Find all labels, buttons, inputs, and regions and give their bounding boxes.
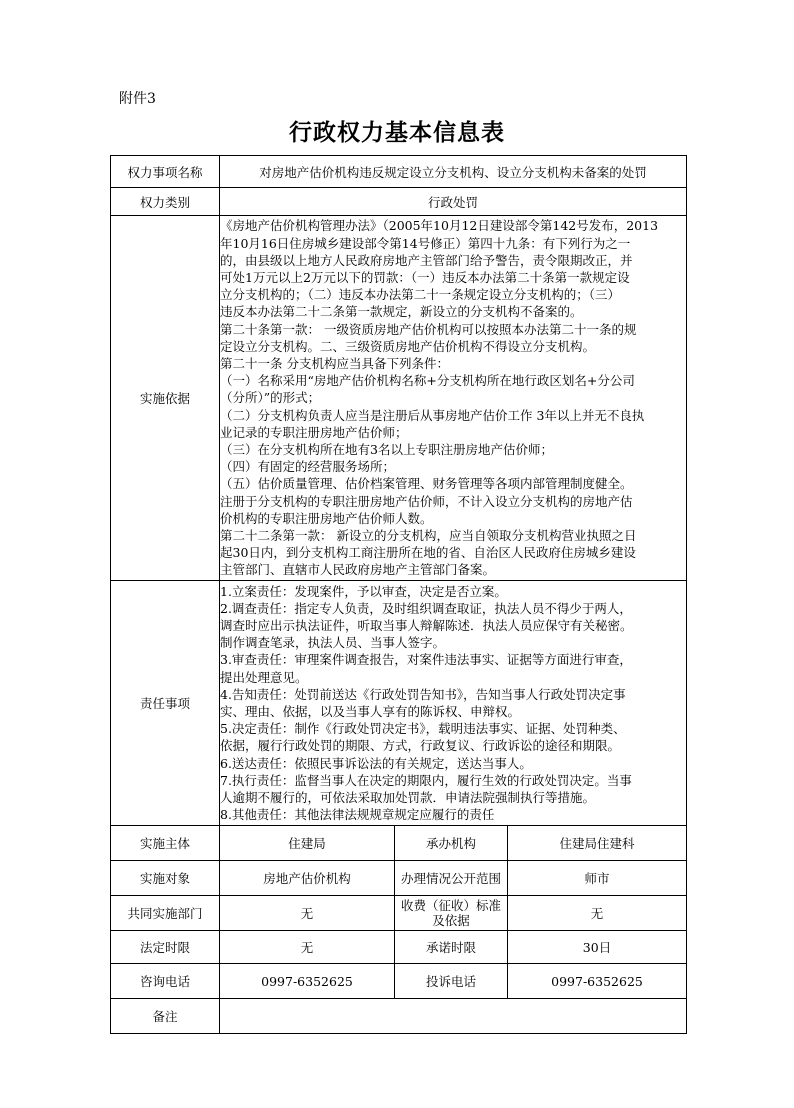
value-power-type: 行政处罚 <box>220 188 687 216</box>
responsibility-line: 6.送达责任：依照民事诉讼法的有关规定，送达当事人。 <box>220 755 532 771</box>
value-handling-agency: 住建局住建科 <box>508 826 687 861</box>
label-fee-standard <box>395 896 508 931</box>
basis-line: （分所）”的形式； <box>220 390 321 406</box>
value-joint-dept: 无 <box>220 896 395 931</box>
label-joint-dept: 共同实施部门 <box>111 896 220 931</box>
row-time-limit <box>111 931 687 964</box>
basis-line: （一）名称采用“房地产估价机构名称+分支机构所在地行政区划名+分公司 <box>220 373 635 389</box>
basis-line: （五）估价质量管理、估价档案管理、财务管理等各项内部管理制度健全。 <box>220 476 633 492</box>
basis-line: 违反本办法第二十二条第一款规定，新设立的分支机构不备案的。 <box>220 304 583 320</box>
basis-line: （四）有固定的经营服务场所； <box>220 459 396 475</box>
responsibility-line: 3.审查责任：审理案件调查报告，对案件违法事实、证据等方面进行审查， <box>220 652 632 668</box>
label-responsibility: 责任事项 <box>111 581 220 826</box>
responsibility-line: 制作调查笔录，执法人员、当事人签字。 <box>220 635 446 651</box>
row-remark <box>111 999 687 1034</box>
value-remark <box>220 999 687 1034</box>
value-subject: 住建局 <box>220 826 395 861</box>
basis-line: 立分支机构的；（二）违反本办法第二十一条规定设立分支机构的；（三） <box>220 287 621 303</box>
value-promised-time-limit: 30日 <box>508 931 687 964</box>
label-basis: 实施依据 <box>111 216 220 581</box>
label-power-type: 权力类别 <box>111 188 220 216</box>
row-phone <box>111 964 687 999</box>
value-responsibility <box>220 581 687 826</box>
label-power-name: 权力事项名称 <box>111 156 220 188</box>
row-power-name <box>111 156 687 188</box>
basis-line: （三）在分支机构所在地有3名以上专职注册房地产估价师； <box>220 442 553 457</box>
basis-line: 价机构的专职注册房地产估价师人数。 <box>220 510 433 526</box>
row-target <box>111 861 687 896</box>
label-disclosure-scope: 办理情况公开范围 <box>395 861 508 896</box>
basis-line: 第二十条第一款： 一级资质房地产估价机构可以按照本办法第二十一条的规 <box>220 321 637 337</box>
responsibility-line: 调查时应出示执法证件，听取当事人辩解陈述．执法人员应保守有关秘密。 <box>220 617 633 633</box>
basis-line: 年10月16日住房城乡建设部令第14号修正）第四十九条：有下列行为之一 <box>220 235 631 251</box>
basis-line: 第二十一条 分支机构应当具备下列条件： <box>220 355 449 371</box>
responsibility-line: 2.调查责任：指定专人负责，及时组织调查取证，执法人员不得少于两人， <box>220 600 632 616</box>
basis-line: 的，由县级以上地方人民政府房地产主管部门给予警告，责令限期改正，并 <box>220 252 633 268</box>
basis-line: 起30日内，到分支机构工商注册所在地的省、自治区人民政府住房城乡建设 <box>220 545 636 561</box>
label-subject: 实施主体 <box>111 826 220 861</box>
attachment-label: 附件3 <box>119 91 156 107</box>
row-subject <box>111 826 687 861</box>
basis-line: （二）分支机构负责人应当是注册后从事房地产估价工作 3年以上并无不良执 <box>220 407 645 423</box>
basis-line: 注册于分支机构的专职注册房地产估价师，不计入设立分支机构的房地产估 <box>220 493 633 509</box>
responsibility-line: 依据，履行行政处罚的期限、方式，行政复议、行政诉讼的途径和期限。 <box>220 738 621 754</box>
value-target: 房地产估价机构 <box>220 861 395 896</box>
basis-line: 《房地产估价机构管理办法》（2005年10月12日建设部令第142号发布，2013 <box>220 218 659 234</box>
basis-line: 定设立分支机构。二、三级资质房地产估价机构不得设立分支机构。 <box>220 338 596 354</box>
basis-line: 主管部门、直辖市人民政府房地产主管部门备案。 <box>220 562 496 578</box>
responsibility-line: 1.立案责任：发现案件，予以审查，决定是否立案。 <box>220 583 507 599</box>
responsibility-line: 提出处理意见。 <box>220 669 308 685</box>
label-remark: 备注 <box>111 999 220 1034</box>
row-responsibility <box>111 581 687 826</box>
responsibility-line: 7.执行责任：监督当事人在决定的期限内，履行生效的行政处罚决定。当事 <box>220 772 632 788</box>
value-fee-standard: 无 <box>508 896 687 931</box>
row-basis <box>111 216 687 581</box>
value-consult-phone: 0997-6352625 <box>220 964 395 999</box>
info-table <box>110 155 687 1034</box>
responsibility-line: 实、理由、依据，以及当事人享有的陈诉权、申辩权。 <box>220 704 521 719</box>
responsibility-line: 8.其他责任：其他法律法规规章规定应履行的责任 <box>220 807 495 823</box>
value-disclosure-scope: 师市 <box>508 861 687 896</box>
fee-standard-line: 收费（征收）标准 <box>400 898 501 913</box>
page-title: 行政权力基本信息表 <box>289 119 505 146</box>
value-basis <box>220 216 687 581</box>
value-complaint-phone: 0997-6352625 <box>508 964 687 999</box>
label-promised-time-limit: 承诺时限 <box>395 931 508 964</box>
responsibility-line: 人逾期不履行的，可依法采取加处罚款．申请法院强制执行等措施。 <box>220 790 596 806</box>
label-consult-phone: 咨询电话 <box>111 964 220 999</box>
value-power-name: 对房地产估价机构违反规定设立分支机构、设立分支机构未备案的处罚 <box>220 156 687 188</box>
label-target: 实施对象 <box>111 861 220 896</box>
responsibility-line: 5.决定责任：制作《行政处罚决定书》，载明违法事实、证据、处罚种类、 <box>220 721 626 737</box>
label-handling-agency: 承办机构 <box>395 826 508 861</box>
basis-line: 可处1万元以上2万元以下的罚款：（一）违反本办法第二十条第一款规定设 <box>220 269 630 285</box>
fee-standard-line: 及依据 <box>432 913 470 928</box>
responsibility-line: 4.告知责任：处罚前送达《行政处罚告知书》，告知当事人行政处罚决定事 <box>220 686 626 702</box>
basis-line: 第二十二条第一款： 新设立的分支机构，应当自领取分支机构营业执照之日 <box>220 528 637 544</box>
label-complaint-phone: 投诉电话 <box>395 964 508 999</box>
row-joint <box>111 896 687 931</box>
basis-line: 业记录的专职注册房地产估价师； <box>220 424 408 440</box>
row-power-type <box>111 188 687 216</box>
value-legal-time-limit: 无 <box>220 931 395 964</box>
label-legal-time-limit: 法定时限 <box>111 931 220 964</box>
